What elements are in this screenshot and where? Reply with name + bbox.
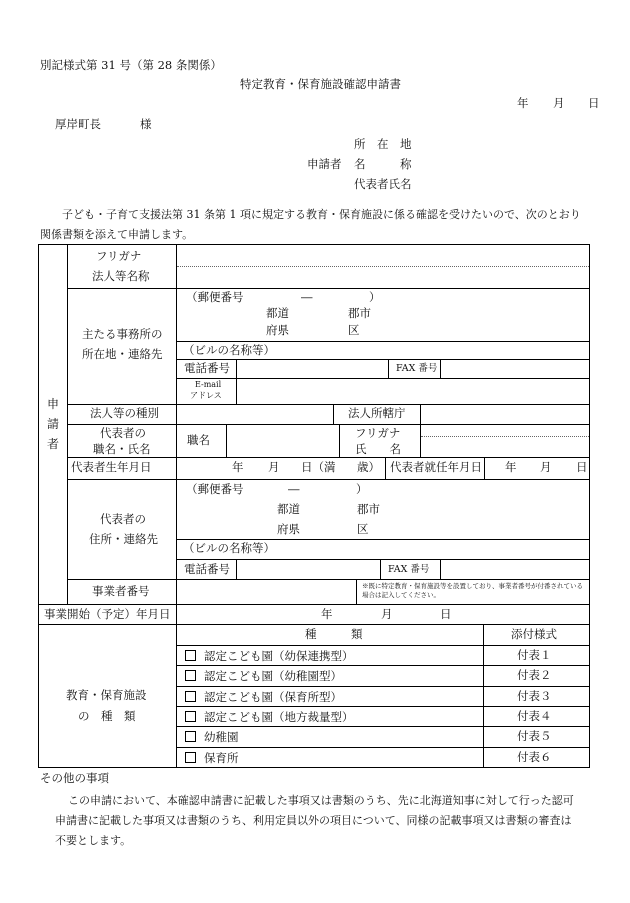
facility-form: 付表４ <box>517 709 552 723</box>
rep-phone-label: 電話番号 <box>184 562 230 576</box>
corp-name-label: 法人等名称 <box>92 269 150 283</box>
email-label-1: E-mail <box>195 380 222 389</box>
date-year: 年 <box>517 96 529 110</box>
ku-label: 区 <box>348 323 360 337</box>
facility-name: 幼稚園 <box>204 730 239 744</box>
business-no-note: ※既に特定教育・保育施設等を設置しており、事業者番号が付番されている場合は記入してください。 <box>362 582 583 599</box>
gunshi-label: 郡市 <box>348 306 371 320</box>
postal-label: （郵便番号 <box>186 290 244 304</box>
rep-name-field-label: 氏 名 <box>355 442 401 456</box>
rep-fax-label: FAX 番号 <box>388 564 430 575</box>
rep-postal-close: ） <box>356 482 368 496</box>
rep-birth-label: 代表者生年月日 <box>71 460 152 474</box>
addressee-honorific: 様 <box>140 117 152 131</box>
facility-checkbox[interactable] <box>185 731 196 742</box>
facility-form: 付表３ <box>517 689 552 703</box>
applicant-label: 申請者 <box>307 157 342 171</box>
facility-row[interactable] <box>185 650 354 663</box>
start-month: 月 <box>381 607 393 621</box>
applicant-side-label: 申請者 <box>46 397 59 451</box>
facility-checkbox[interactable] <box>185 752 196 763</box>
facility-checkbox[interactable] <box>185 691 196 702</box>
facility-checkbox[interactable] <box>185 670 196 681</box>
postal-dash: ― <box>301 290 313 304</box>
name-label: 名 称 <box>354 157 412 171</box>
facility-row[interactable] <box>185 731 239 744</box>
birth-month: 月 <box>268 460 280 474</box>
intro-line1: 子ども・子育て支援法第 31 条第 1 項に規定する教育・保育施設に係る確認を受けたいので、次のとおり <box>62 208 581 221</box>
facility-form: 付表６ <box>517 750 552 764</box>
corp-authority-label: 法人所轄庁 <box>348 406 406 420</box>
facility-row[interactable] <box>185 711 354 724</box>
phone-label: 電話番号 <box>184 361 230 375</box>
facility-name: 認定こども園（幼保連携型） <box>204 649 354 663</box>
furigana-label: フリガナ <box>96 249 142 263</box>
rep-fuken-label: 府県 <box>277 522 300 536</box>
rep-name-label: 代表者氏名 <box>354 177 412 191</box>
kind-header: 種 類 <box>305 627 363 641</box>
start-date-label: 事業開始（予定）年月日 <box>44 607 171 621</box>
start-day: 日 <box>440 607 452 621</box>
rep-appointed-label: 代表者就任年月日 <box>390 460 482 474</box>
appoint-year: 年 <box>505 460 517 474</box>
job-title-label: 職名 <box>187 433 210 447</box>
other-line3: 不要とします。 <box>55 834 132 847</box>
intro-line2: 関係書類を添えて申請します。 <box>40 228 194 241</box>
fuken-label: 府県 <box>266 323 289 337</box>
fax-label: FAX 番号 <box>396 363 438 374</box>
birth-year: 年 <box>232 460 244 474</box>
building-label: （ビルの名称等） <box>183 343 275 357</box>
rep-building-label: （ビルの名称等） <box>183 541 275 555</box>
facility-checkbox[interactable] <box>185 711 196 722</box>
rep-gunshi-label: 郡市 <box>357 502 380 516</box>
todo-label: 都道 <box>266 306 289 320</box>
rep-furigana-label: フリガナ <box>355 426 401 440</box>
other-heading: その他の事項 <box>40 771 109 785</box>
address-label: 所 在 地 <box>354 137 412 151</box>
facility-type-label-2: の 種 類 <box>78 709 136 723</box>
rep-ku-label: 区 <box>357 522 369 536</box>
postal-close: ） <box>369 290 381 304</box>
rep-postal-label: （郵便番号 <box>186 482 244 496</box>
facility-row[interactable] <box>185 670 342 683</box>
facility-form: 付表５ <box>517 729 552 743</box>
facility-row[interactable] <box>185 752 239 765</box>
birth-age: 歳） <box>357 460 380 474</box>
date-month: 月 <box>553 96 565 110</box>
facility-name: 認定こども園（幼稚園型） <box>204 669 342 683</box>
other-line2: 申請書に記載した事項又は書類のうち、利用定員以外の項目について、同様の記載事項又は書類の審査は <box>55 814 572 827</box>
addressee: 厚岸町長 <box>55 117 101 131</box>
main-office-label-1: 主たる事務所の <box>82 327 163 341</box>
other-line1: この申請において、本確認申請書に記載した事項又は書類のうち、先に北海道知事に対して行った認可 <box>68 794 574 807</box>
appoint-month: 月 <box>540 460 552 474</box>
facility-name: 認定こども園（地方裁量型） <box>204 710 354 724</box>
facility-row[interactable] <box>185 691 342 704</box>
facility-type-label-1: 教育・保育施設 <box>66 688 147 702</box>
main-office-label-2: 所在地・連絡先 <box>82 347 163 361</box>
attach-header: 添付様式 <box>511 627 557 641</box>
rep-title-label-2: 職名・氏名 <box>93 442 151 456</box>
email-label-2: アドレス <box>190 391 222 400</box>
facility-form: 付表１ <box>517 648 552 662</box>
form-title: 特定教育・保育施設確認申請書 <box>240 77 401 91</box>
appoint-day: 日 <box>576 460 588 474</box>
facility-name: 認定こども園（保育所型） <box>204 690 342 704</box>
corp-type-label: 法人等の種別 <box>90 406 159 420</box>
rep-postal-dash: ― <box>288 482 300 496</box>
facility-form: 付表２ <box>517 668 552 682</box>
rep-addr-label-1: 代表者の <box>100 512 146 526</box>
start-year: 年 <box>321 607 333 621</box>
date-day: 日 <box>588 96 600 110</box>
facility-name: 保育所 <box>204 751 239 765</box>
rep-title-label-1: 代表者の <box>100 426 146 440</box>
rep-addr-label-2: 住所・連絡先 <box>89 532 158 546</box>
rep-todo-label: 都道 <box>277 502 300 516</box>
business-no-label: 事業者番号 <box>92 584 150 598</box>
birth-day: 日（満 <box>301 460 336 474</box>
facility-checkbox[interactable] <box>185 650 196 661</box>
form-number: 別記様式第 31 号（第 28 条関係） <box>40 58 222 72</box>
